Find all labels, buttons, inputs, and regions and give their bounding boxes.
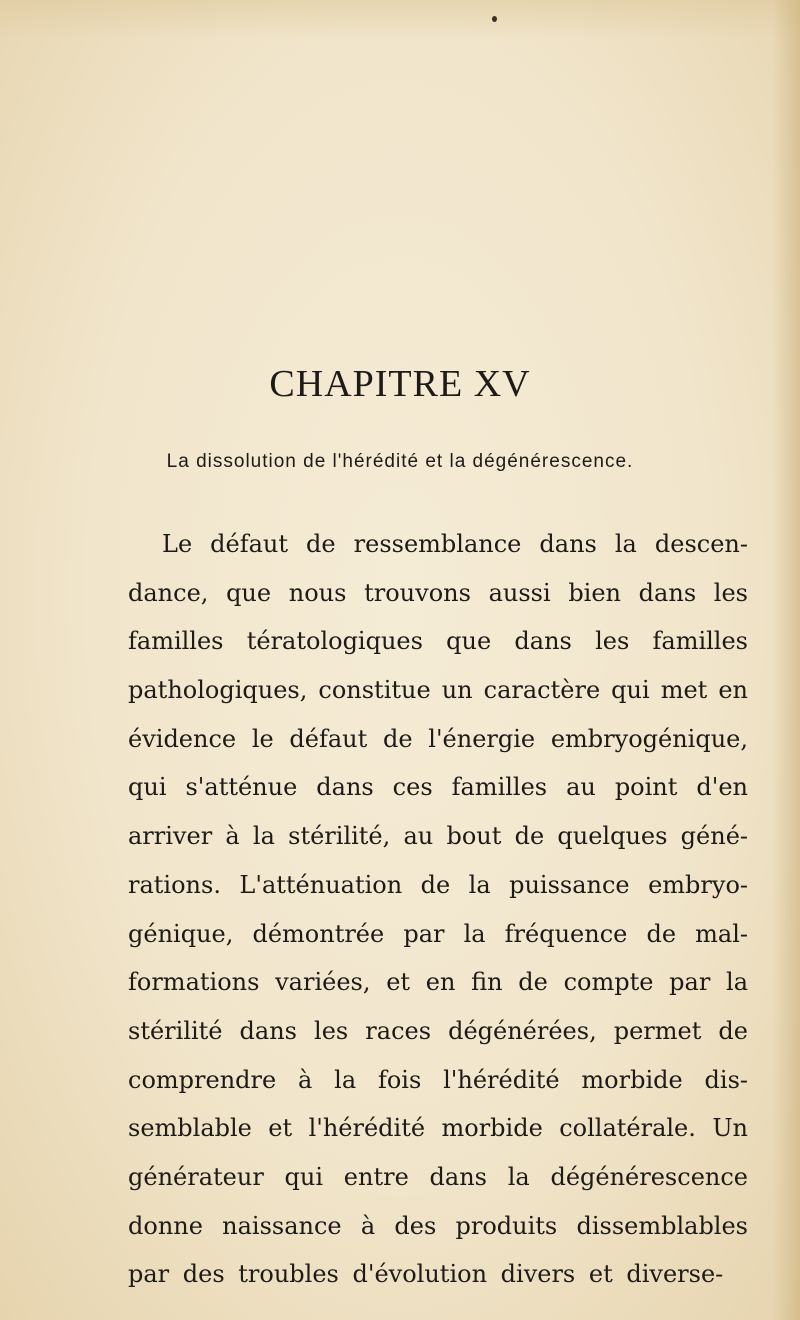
text-line: qui s'atténue dans ces familles au point d'en (128, 773, 748, 802)
text-line: comprendre à la fois l'hérédité morbide dis- (128, 1065, 748, 1094)
text-line: rations. L'atténuation de la puissance embryo- (128, 870, 748, 899)
text-line: formations variées, et en fin de compte par la (128, 968, 748, 997)
text-line: par des troubles d'évolution divers et diverse- (128, 1260, 724, 1289)
text-line: stérilité dans les races dégénérées, permet de (128, 1016, 748, 1045)
text-line: dance, que nous trouvons aussi bien dans les (128, 578, 748, 607)
text-line: évidence le défaut de l'énergie embryogénique, (128, 724, 748, 753)
text-line: arriver à la stérilité, au bout de quelques géné- (128, 822, 748, 851)
page-edge-shadow-top (0, 0, 800, 40)
text-line: donne naissance à des produits dissemblables (128, 1211, 748, 1240)
text-line: génique, démontrée par la fréquence de mal- (128, 919, 748, 948)
chapter-title: CHAPITRE XV (269, 363, 531, 405)
text-line: pathologiques, constitue un caractère qui met en (128, 676, 748, 705)
body-paragraph (128, 520, 748, 1299)
text-line: générateur qui entre dans la dégénérescence (128, 1162, 748, 1191)
page-edge-shadow-right (772, 0, 800, 1320)
chapter-subtitle: La dissolution de l'hérédité et la dégénérescence. (166, 451, 634, 472)
text-line: familles tératologiques que dans les familles (128, 627, 748, 656)
text-line: semblable et l'hérédité morbide collatérale. Un (128, 1114, 748, 1143)
ink-speck (492, 16, 497, 22)
text-line: Le défaut de ressemblance dans la descen- (162, 530, 748, 558)
